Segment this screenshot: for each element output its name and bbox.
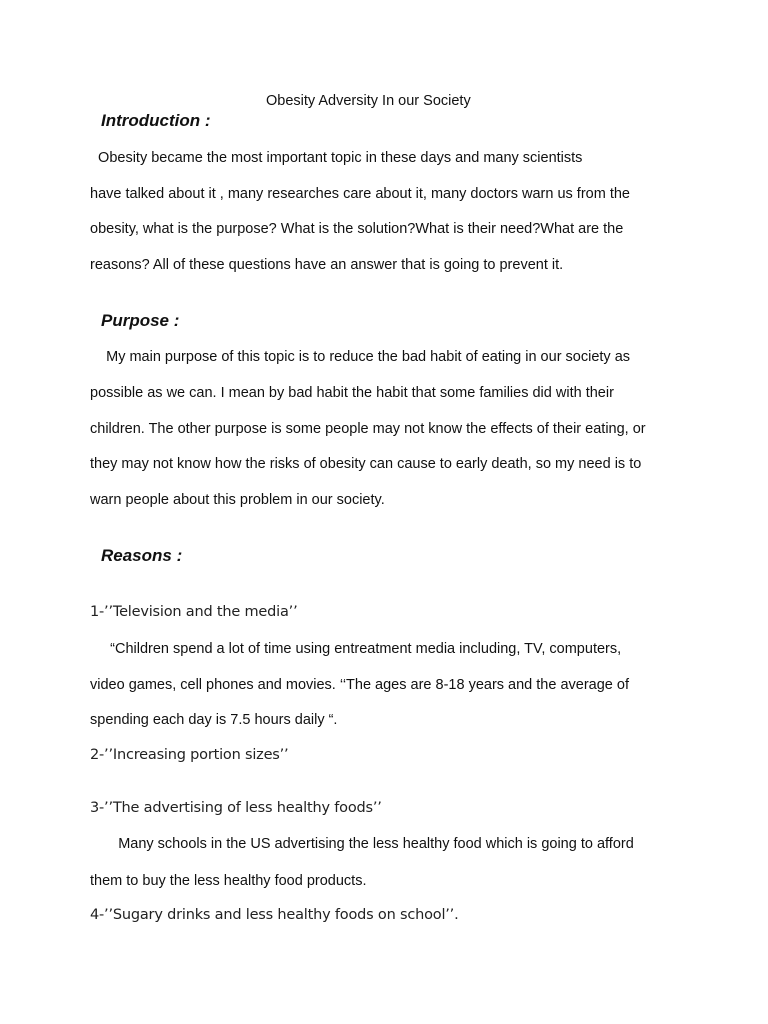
reason-1-line: video games, cell phones and movies. ‘‘The ages are 8-18 years and the average of [90,677,629,693]
reason-item-4: 4-’’Sugary drinks and less healthy foods on school’’. [90,907,459,923]
introduction-line: reasons? All of these questions have an answer that is going to prevent it. [90,257,564,273]
reasons-heading: Reasons : [101,546,183,565]
reason-item-1: 1-’’Television and the media’’ [90,604,298,620]
reason-1-line: “Children spend a lot of time using entreatment media including, TV, computers, [90,641,622,657]
purpose-line: My main purpose of this topic is to reduce the bad habit of eating in our society as [90,349,631,365]
purpose-heading: Purpose : [101,311,180,330]
purpose-line: warn people about this problem in our society. [90,492,385,508]
introduction-line: have talked about it , many researches care about it, many doctors warn us from the [90,186,630,202]
introduction-line: Obesity became the most important topic in these days and many scientists [90,150,583,166]
reason-item-2: 2-’’Increasing portion sizes’’ [90,747,289,763]
purpose-line: they may not know how the risks of obesity can cause to early death, so my need is to [90,456,642,472]
purpose-line: possible as we can. I mean by bad habit the habit that some families did with their [90,385,614,401]
reason-3-line: them to buy the less healthy food products. [90,873,367,889]
introduction-heading: Introduction : [101,111,211,130]
reason-1-line: spending each day is 7.5 hours daily “. [90,712,338,728]
reason-3-line: Many schools in the US advertising the less healthy food which is going to afford [90,836,634,852]
purpose-line: children. The other purpose is some people may not know the effects of their eating, or [90,421,646,437]
reason-item-3: 3-’’The advertising of less healthy foods’’ [90,800,382,816]
introduction-line: obesity, what is the purpose? What is the solution?What is their need?What are the [90,221,624,237]
document-title: Obesity Adversity In our Society [266,93,471,109]
